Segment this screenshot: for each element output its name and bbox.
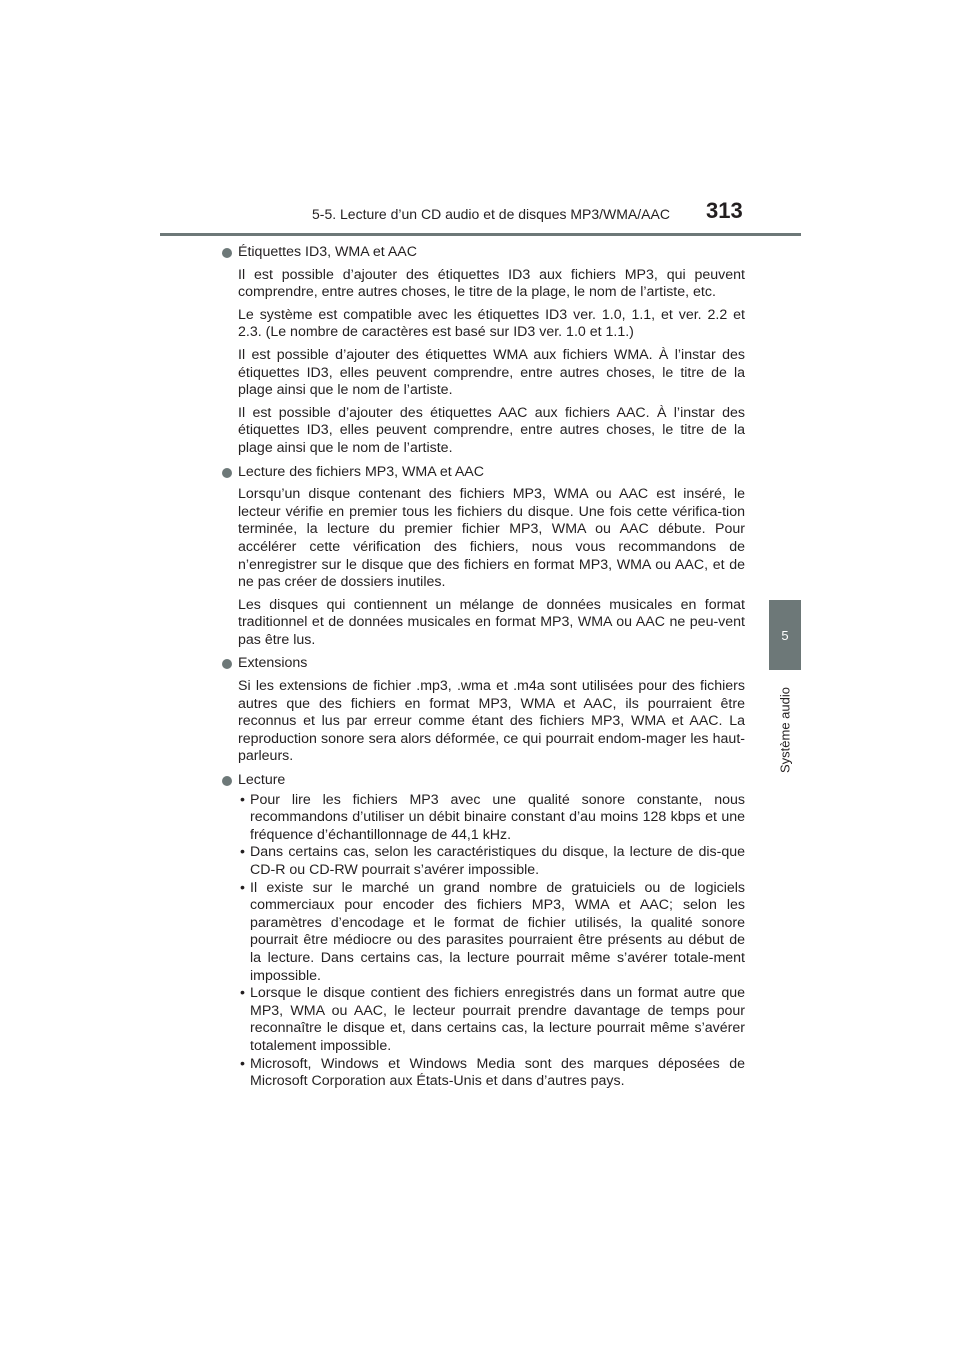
list-item [222, 880, 745, 986]
chapter-tab [769, 600, 801, 670]
list-item-text: Il existe sur le marché un grand nombre de gratuiciels ou de logiciels commerciaux pour encoder des fichiers MP3, WMA et AAC; selon les paramètres d’encodage et le format de fichier utilisés, la qualité sonore pourrait être médiocre ou des parasites pourraient être présents au début de la lecture. Dans certains cas, la lecture pourrait même s’avérer totale-ment impossible. [250, 879, 745, 984]
list-item-text: Dans certains cas, selon les caractéristiques du disque, la lecture de dis-que CD-R ou CD-RW pourrait s’avérer impossible. [250, 844, 745, 878]
list-item-text: Pour lire les fichiers MP3 avec une qualité sonore constante, nous recommandons d’utiliser un débit binaire constant d’au moins 128 kbps et une fréquence d’échantillonnage de 44,1 kHz. [250, 791, 745, 843]
list-item [222, 985, 745, 1055]
chapter-side-label: Système audio [777, 687, 793, 773]
paragraph: Le système est compatible avec les étiquettes ID3 ver. 1.0, 1.1, et ver. 2.2 et 2.3. (Le nombre de caractères est basé sur ID3 ver. 1.0 et 1.1.) [238, 306, 745, 341]
playback-list [222, 792, 745, 1091]
section-heading [222, 655, 745, 673]
section-extensions [222, 655, 745, 766]
page-number: 313 [706, 198, 743, 223]
section-heading [222, 464, 745, 482]
list-item-text: Lorsque le disque contient des fichiers enregistrés dans un format autre que MP3, WMA ou AAC, le lecteur pourrait prendre davantage de temps pour reconnaître le disque et, dans certains cas, la lecture pourrait même s’avérer totalement impossible. [250, 985, 745, 1054]
page-content [222, 244, 745, 1097]
section-heading [222, 772, 745, 790]
list-dot-icon: • [240, 985, 245, 1002]
chapter-title: 5-5. Lecture d’un CD audio et de disques MP3/WMA/AAC [312, 206, 670, 222]
list-item-text: Microsoft, Windows et Windows Media sont des marques déposées de Microsoft Corporation aux États-Unis et dans d’autres pays. [250, 1055, 745, 1090]
section-id3-tags [222, 244, 745, 458]
paragraph: Si les extensions de fichier .mp3, .wma et .m4a sont utilisées pour des fichiers autres que des fichiers en format MP3, WMA et AAC, ils pourraient être reconnus et lus par erreur comme étant des fichiers MP3, WMA et AAC. La reproduction sonore sera alors déformée, ce qui pourrait endom-mager les haut-parleurs. [238, 678, 745, 765]
section-heading-text: Lecture [238, 772, 286, 789]
section-heading-text: Étiquettes ID3, WMA et AAC [238, 244, 417, 260]
paragraph: Lorsqu’un disque contenant des fichiers MP3, WMA ou AAC est inséré, le lecteur vérifie en premier tous les fichiers du disque. Une fois cette vérifica-tion terminée, la lecture du premier fichier MP3, WMA ou AAC débute. Pour accélérer cette vérification des fichiers, nous vous recommandons de n’enregistrer sur le disque que des fichiers en format MP3, WMA ou AAC, et de ne pas créer de dossiers inutiles. [238, 486, 745, 591]
list-dot-icon: • [240, 844, 245, 861]
chapter-side-label-wrap [769, 675, 801, 785]
bullet-dot-icon [222, 468, 232, 478]
bullet-dot-icon [222, 776, 232, 786]
section-playback-files [222, 464, 745, 650]
list-dot-icon: • [240, 791, 245, 808]
paragraph: Il est possible d’ajouter des étiquettes ID3 aux fichiers MP3, qui peuvent comprendre, entre autres choses, le titre de la plage, le nom de l’artiste, etc. [238, 266, 745, 301]
list-item [222, 844, 745, 879]
section-playback [222, 772, 745, 1091]
section-heading-text: Extensions [238, 655, 308, 672]
paragraph: Il est possible d’ajouter des étiquettes AAC aux fichiers AAC. À l’instar des étiquettes ID3, elles peuvent comprendre, entre autres choses, le titre de la plage ainsi que le nom de l’artiste. [238, 404, 745, 456]
bullet-dot-icon [222, 659, 232, 669]
section-heading [222, 244, 745, 262]
chapter-tab-number: 5 [781, 628, 789, 643]
paragraph: Il est possible d’ajouter des étiquettes WMA aux fichiers WMA. À l’instar des étiquettes ID3, elles peuvent comprendre, entre autres choses, le titre de la plage ainsi que le nom de l’artiste. [238, 346, 745, 399]
header-rule [160, 233, 801, 236]
paragraph: Les disques qui contiennent un mélange de données musicales en format traditionnel et de données musicales en format MP3, WMA ou AAC ne peu-vent pas être lus. [238, 596, 745, 648]
bullet-dot-icon [222, 248, 232, 258]
list-item [222, 1056, 745, 1091]
list-item [222, 792, 745, 845]
section-heading-text: Lecture des fichiers MP3, WMA et AAC [238, 463, 485, 480]
list-dot-icon: • [240, 1055, 245, 1072]
list-dot-icon: • [240, 879, 245, 896]
